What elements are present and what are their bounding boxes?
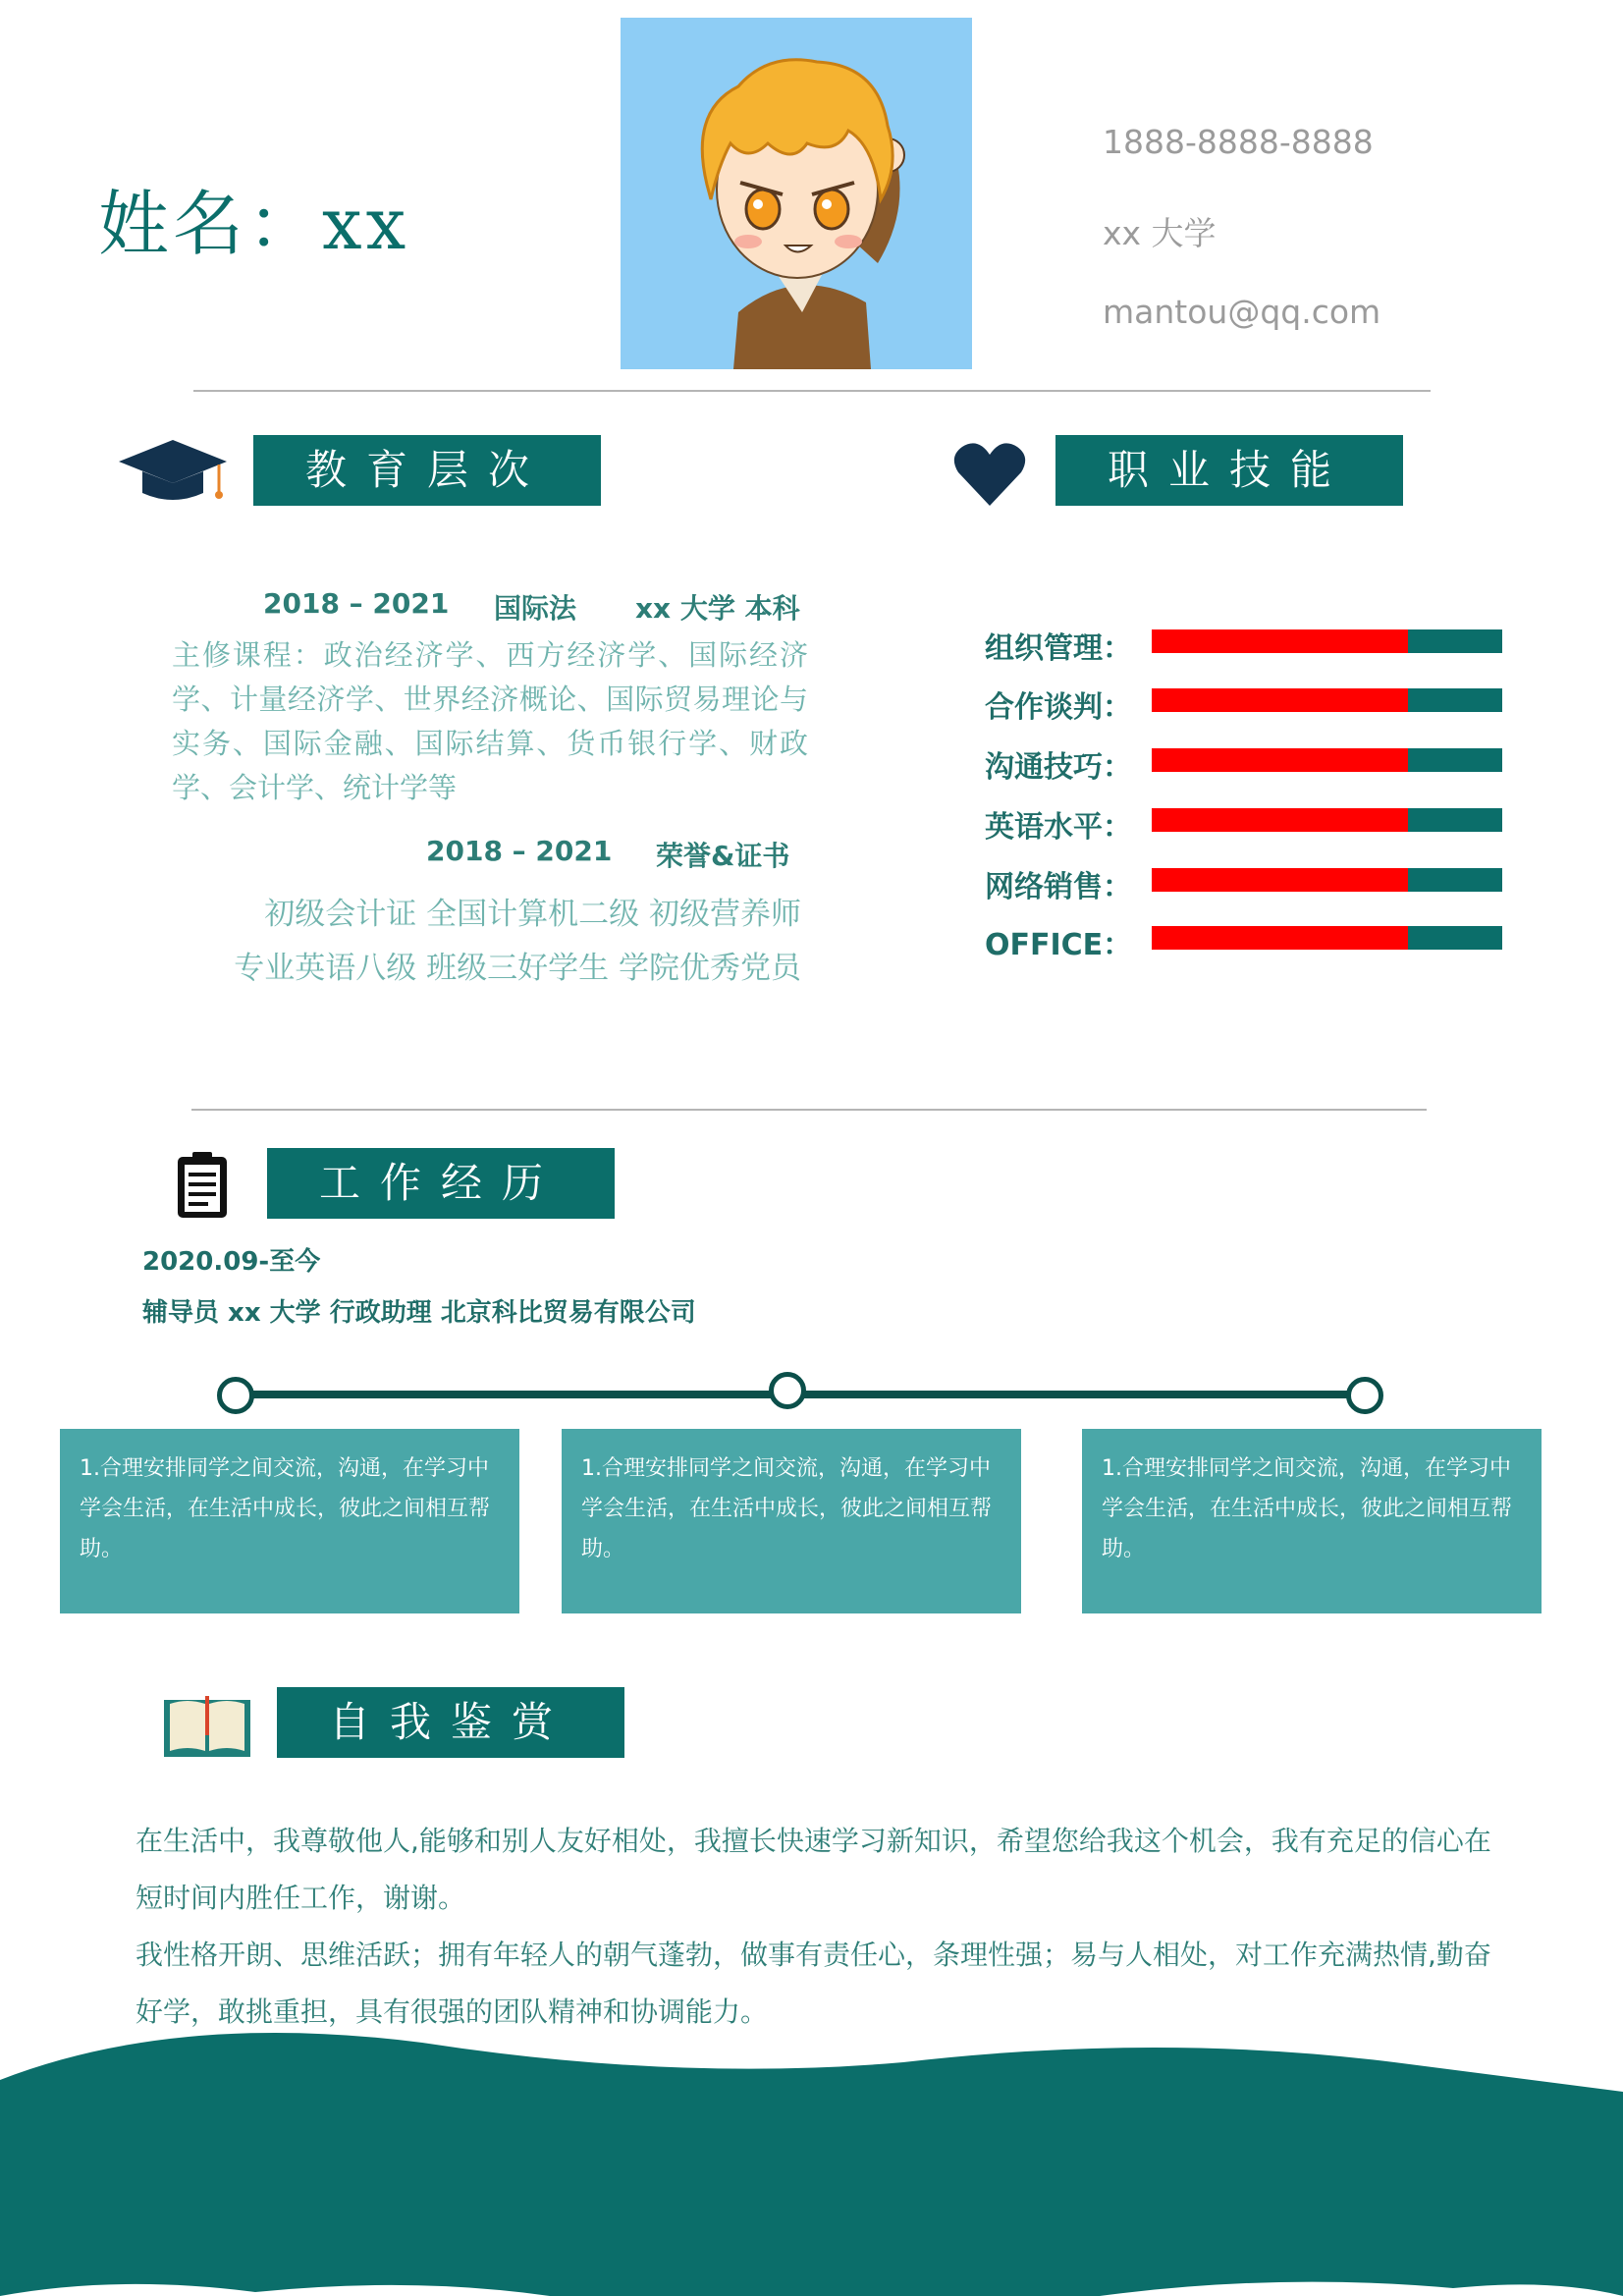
skill-level-fill <box>1152 926 1408 950</box>
graduation-cap-icon <box>113 432 233 503</box>
skill-label: 网络销售： <box>985 870 1132 904</box>
work-period: 2020.09-至今 <box>142 1247 321 1277</box>
edu-courses: 主修课程：政治经济学、西方经济学、国际经济学、计量经济学、世界经济概论、国际贸易理论与实务、国际金融、国际结算、货币银行学、财政学、会计学、统计学等 <box>172 638 808 804</box>
book-icon <box>162 1692 252 1761</box>
skill-label: OFFICE： <box>985 928 1133 962</box>
skill-level-bar <box>1152 808 1502 832</box>
resume-name: 姓名：xx <box>98 183 410 265</box>
avatar <box>621 18 972 369</box>
certs-line-2: 专业英语八级 班级三好学生 学院优秀党员 <box>234 951 801 986</box>
contact-phone: 1888-8888-8888 <box>1103 123 1374 161</box>
about-paragraph-1: 在生活中，我尊敬他人,能够和别人友好相处，我擅长快速学习新知识，希望您给我这个机会，我有充足的信心在短时间内胜任工作，谢谢。 <box>135 1825 1491 1914</box>
about-paragraph-2: 我性格开朗、思维活跃；拥有年轻人的朝气蓬勃，做事有责任心，条理性强；易与人相处，对工作充满热情,勤奋好学，敢挑重担，具有很强的团队精神和协调能力。 <box>135 1939 1491 2028</box>
section-title-skills: 职业技能 <box>1055 435 1403 506</box>
honors-years: 2018 – 2021 <box>426 835 613 867</box>
section-title-education: 教育层次 <box>253 435 601 506</box>
skill-level-fill <box>1152 868 1408 892</box>
clipboard-icon <box>175 1151 230 1220</box>
contact-school: xx 大学 <box>1103 214 1217 252</box>
skill-label: 组织管理： <box>985 631 1132 666</box>
skill-level-bar <box>1152 926 1502 950</box>
footer-wave <box>0 2021 1623 2296</box>
skill-label: 英语水平： <box>985 810 1132 845</box>
skill-level-fill <box>1152 688 1408 712</box>
section-title-work: 工作经历 <box>267 1148 615 1219</box>
skill-level-bar <box>1152 629 1502 653</box>
avatar-illustration <box>621 18 972 369</box>
edu-years: 2018 – 2021 <box>263 587 450 620</box>
skill-level-fill <box>1152 629 1408 653</box>
certs-line-1: 初级会计证 全国计算机二级 初级营养师 <box>264 897 801 932</box>
skill-level-bar <box>1152 688 1502 712</box>
middle-divider <box>191 1109 1427 1111</box>
section-title-about: 自我鉴赏 <box>277 1687 624 1758</box>
work-detail-box: 1.合理安排同学之间交流，沟通，在学习中学会生活，在生活中成长，彼此之间相互帮助。 <box>1082 1429 1542 1613</box>
edu-major: 国际法 <box>494 592 577 625</box>
skill-level-bar <box>1152 748 1502 772</box>
header-divider <box>193 390 1431 392</box>
work-detail-box: 1.合理安排同学之间交流，沟通，在学习中学会生活，在生活中成长，彼此之间相互帮助。 <box>60 1429 519 1613</box>
work-positions: 辅导员 xx 大学 行政助理 北京科比贸易有限公司 <box>142 1298 696 1328</box>
skill-level-fill <box>1152 748 1408 772</box>
edu-school-degree: xx 大学 本科 <box>635 592 800 625</box>
timeline-dot <box>1346 1377 1383 1414</box>
work-detail-box: 1.合理安排同学之间交流，沟通，在学习中学会生活，在生活中成长，彼此之间相互帮助。 <box>562 1429 1021 1613</box>
contact-email: mantou@qq.com <box>1103 293 1381 331</box>
honors-label: 荣誉&证书 <box>656 840 790 872</box>
timeline-dot <box>217 1377 254 1414</box>
skill-level-bar <box>1152 868 1502 892</box>
skill-label: 沟通技巧： <box>985 750 1132 785</box>
timeline-dot <box>769 1372 806 1409</box>
heart-icon <box>950 437 1029 512</box>
skill-label: 合作谈判： <box>985 690 1132 725</box>
skill-level-fill <box>1152 808 1408 832</box>
